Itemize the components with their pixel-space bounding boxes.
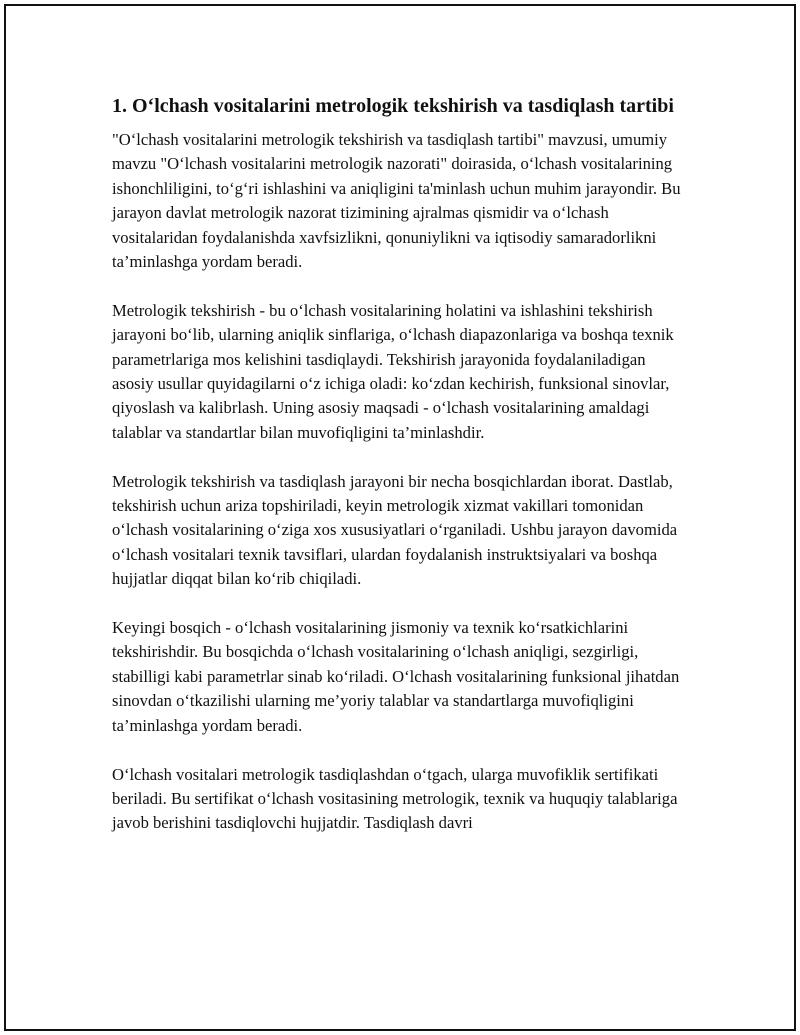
document-body bbox=[112, 93, 682, 860]
paragraph-intro: "O‘lchash vositalarini metrologik tekshirish va tasdiqlash tartibi" mavzusi, umumiy mavzu "O‘lchash vositalarini metrologik nazorati" doirasida, o‘lchash vositalarining ishonchliligini, to‘g‘ri ishlashini va aniqligini ta'minlash uchun muhim jarayondir. Bu jarayon davlat metrologik nazorat tizimining ajralmas qismidir va o‘lchash vositalaridan foydalanishda xavfsizlikni, qonuniylikni va iqtisodiy samaradorlikni ta’minlashga yordam beradi. bbox=[112, 130, 681, 272]
section-heading: 1. O‘lchash vositalarini metrologik tekshirish va tasdiqlash tartibi bbox=[112, 95, 674, 117]
paragraph-next-stage: Keyingi bosqich - o‘lchash vositalarining jismoniy va texnik ko‘rsatkichlarini tekshirishdir. Bu bosqichda o‘lchash vositalarining o‘lchash aniqligi, sezgirligi, stabilligi kabi parametrlar sinab ko‘riladi. O‘lchash vositalarining funksional jihatdan sinovdan o‘tkazilishi ularning me’yoriy talablar va standartlarga muvofiqligini ta’minlashga yordam beradi. bbox=[112, 618, 680, 735]
paragraph-certificate: O‘lchash vositalari metrologik tasdiqlashdan o‘tgach, ularga muvofiklik sertifikati beriladi. Bu sertifikat o‘lchash vositasining metrologik, texnik va huquqiy talablariga javob berishini tasdiqlovchi hujjatdir. Tasdiqlash davri bbox=[112, 764, 678, 833]
paragraph-stages: Metrologik tekshirish va tasdiqlash jarayoni bir necha bosqichlardan iborat. Dastlab, tekshirish uchun ariza topshiriladi, keyin metrologik xizmat vakillari tomonidan o‘lchash vositalarining o‘ziga xos xususiyatlari o‘rganiladi. Ushbu jarayon davomida o‘lchash vositalari texnik tavsiflari, ulardan foydalanish instruktsiyalari va boshqa hujjatlar diqqat bilan ko‘rib chiqiladi. bbox=[112, 471, 678, 589]
paragraph-definition: Metrologik tekshirish - bu o‘lchash vositalarining holatini va ishlashini tekshirish jarayoni bo‘lib, ularning aniqlik sinflariga, o‘lchash diapazonlariga va boshqa texnik parametrlariga mos kelishini tasdiqlaydi. Tekshirish jarayonida foydalaniladigan asosiy usullar quyidagilarni o‘z ichiga oladi: ko‘zdan kechirish, funksional sinovlar, qiyoslash va kalibrlash. Uning asosiy maqsadi - o‘lchash vositalarining amaldagi talablar va standartlar bilan muvofiqligini ta’minlashdir. bbox=[112, 300, 674, 442]
